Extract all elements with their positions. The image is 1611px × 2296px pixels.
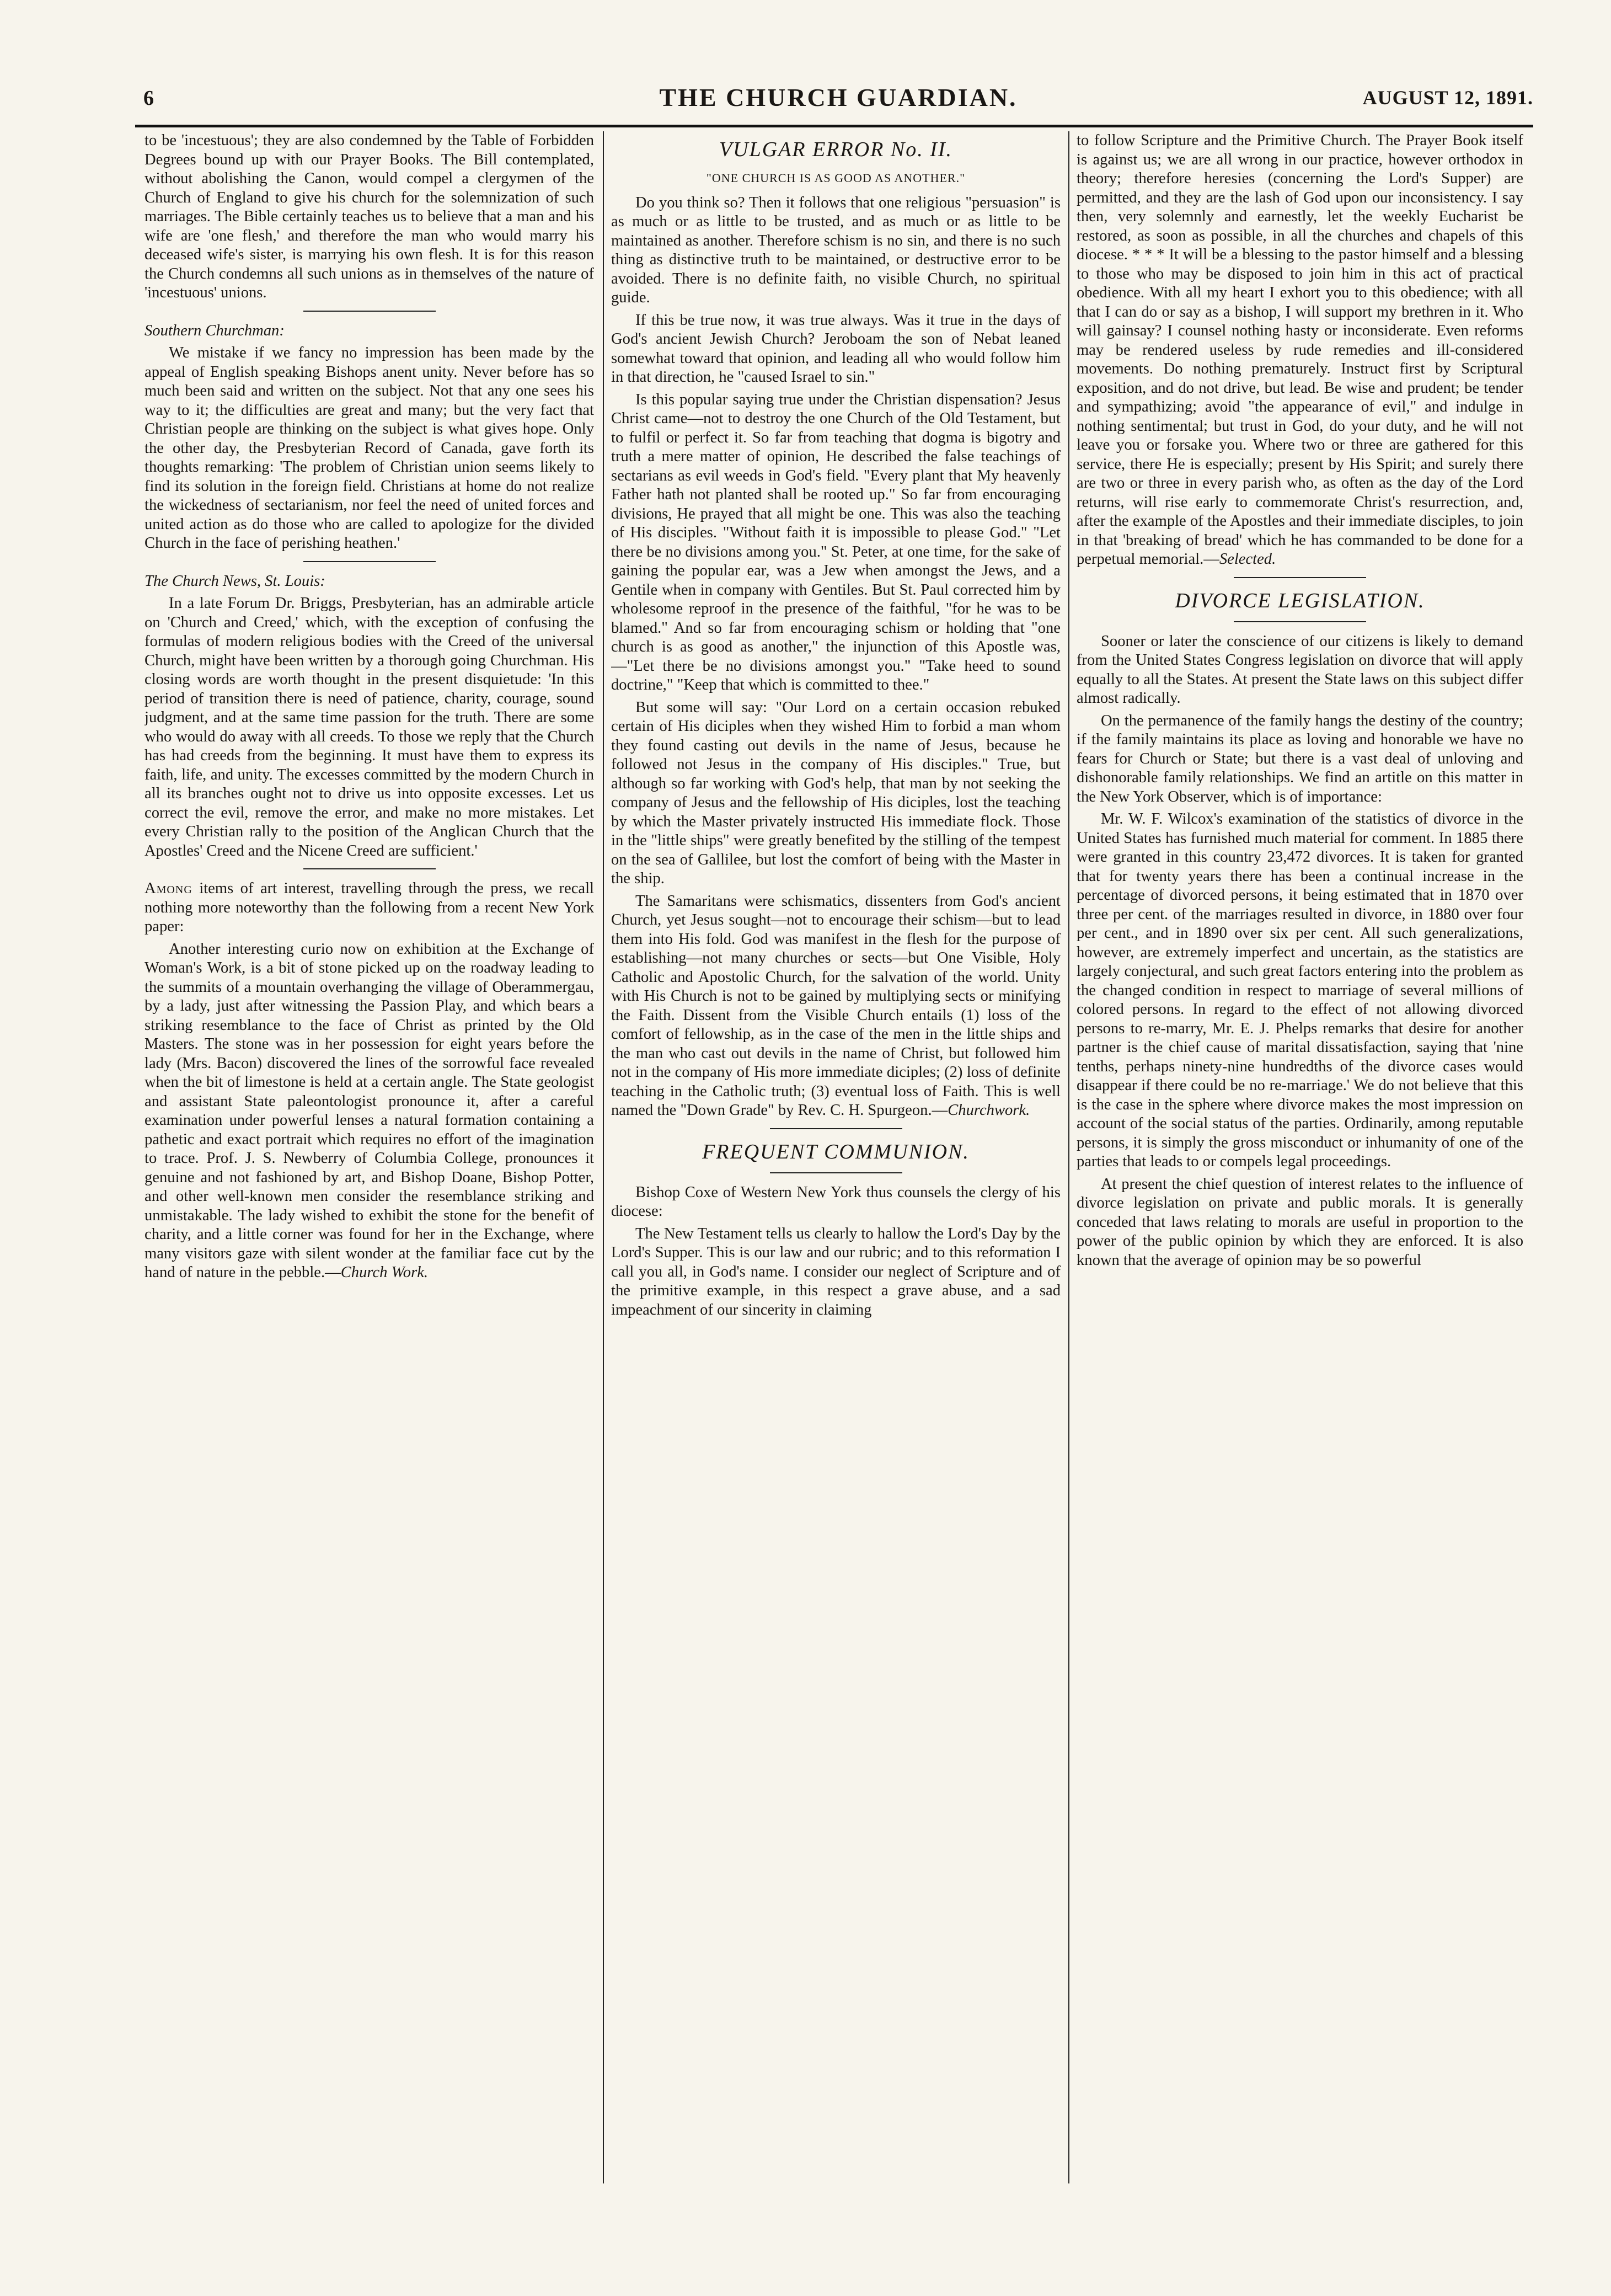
article-lead-paragraph <box>144 879 594 937</box>
article-heading: FREQUENT COMMUNION. <box>702 1140 970 1163</box>
article-signature: Selected. <box>1219 551 1276 568</box>
article-paragraph: We mistake if we fancy no impression has been made by the appeal of English speaking Bishops anent unity. Never before has so much been said and written on the subject. Not that any one sees his way to it; the difficulties are great and many; but the very fact that Christian people are thinking on the subject is what gives hope. Only the other day, the Presbyterian Record of Canada, gave forth its thoughts remarking: 'The problem of Christian union seems likely to find its solution in the foreign field. Christians at home do not realize the wickedness of sectarianism, nor feel the need of united forces and united action as do those who are called to apologize for the divided Church in the face of perishing heathen.' <box>144 344 594 552</box>
source-attribution: The Church News, St. Louis: <box>144 572 325 590</box>
article-heading: DIVORCE LEGISLATION. <box>1175 589 1425 612</box>
section-rule <box>770 1128 902 1129</box>
column-divider <box>603 131 604 2183</box>
lead-word: Among <box>144 880 192 897</box>
page-header <box>143 83 1533 121</box>
article-paragraph: But some will say: "Our Lord on a certain occasion rebuked certain of His diciples when they wished Him to forbid a man whom they found casting out devils in the name of Jesus, because he followed not Jesus in the company of His disciples." True, but although so far working with God's help, that man by not seeking the company of Jesus and the fellowship of His diciples, lost the teaching by which the Master privately instructed His immediate flock. Those in the "little ships" were greatly benefited by the stilling of the tempest on the sea of Gallilee, but lost the comfort of being with the Master in the ship. <box>611 698 1061 887</box>
article-paragraph: Bishop Coxe of Western New York thus counsels the clergy of his diocese: <box>611 1183 1061 1220</box>
article-paragraph: The New Testament tells us clearly to hallow the Lord's Day by the Lord's Supper. This is our law and our rubric; and to this reformation I call you all, in God's name. I consider our neglect of Scripture and of the primitive example, in this respect a grave abuse, and a sad impeachment of our sincerity in claiming <box>611 1225 1061 1318</box>
article-paragraph: to be 'incestuous'; they are also condemned by the Table of Forbidden Degrees bound up with our Prayer Books. The Bill contemplated, without abolishing the Canon, would compel a clergymen of the Church of England to give his church for the solemnization of such marriages. The Bible certainly teaches us to believe that a man and his wife are 'one flesh,' and therefore the man who would marry his deceased wife's sister, is marrying his own flesh. It is for this reason the Church condemns all such unions as in themselves of the nature of 'incestuous' unions. <box>144 132 594 301</box>
page-number: 6 <box>143 87 154 110</box>
article-paragraph: At present the chief question of interest relates to the influence of divorce legislation on private and public morals. It is generally conceded that laws relating to morals are useful in proportion to the power of the public opinion by which they are enforced. It is also known that the average of opinion may be so powerful <box>1077 1175 1523 1269</box>
right-column <box>1077 131 1523 2183</box>
section-rule <box>303 561 436 562</box>
masthead: THE CHURCH GUARDIAN. <box>659 83 1018 111</box>
section-rule <box>770 1172 902 1173</box>
section-rule <box>303 868 436 869</box>
article-paragraph: Sooner or later the conscience of our citizens is likely to demand from the United States Congress legislation on divorce that will apply equally to all the States. At present the State laws on this subject differ almost radically. <box>1077 632 1523 707</box>
article-paragraph: Mr. W. F. Wilcox's examination of the statistics of divorce in the United States has furnished much material for comment. In 1885 there were granted in this country 23,472 divorces. It is taken for granted that for twenty years there has been a continual increase in the percentage of divorced persons, it being estimated that in 1870 over three per cent. of the marriages resulted in divorce, in 1880 over four per cent., and in 1890 over six per cent. All such generalizations, however, are extremely imperfect and uncertain, as the statistics are largely conjectural, and such great factors entering into the problem as the changed condition in respect to marriage of several millions of colored persons. In regard to the effect of not allowing divorced persons to re-marry, Mr. E. J. Phelps remarks that desire for another partner is the chief cause of marital dissatisfaction, saying that 'nine tenths, perhaps ninety-nine hundredths of the divorce cases would disappear if there could be no re-marriage.' We do not believe that this is the case in the sphere where divorce makes the most impression on account of the social status of the parties. Ordinarily, among reputable persons, it is simply the gross misconduct or inhumanity of one of the parties that leads to or compels legal proceedings. <box>1077 810 1523 1170</box>
paragraph-text: The Samaritans were schismatics, dissenters from God's ancient Church, yet Jesus sought—not to encourage their schism—but to lead them into His fold. God was manifest in the flesh for the purpose of establishing—not many churches or sects—but One Visible, Holy Catholic and Apostolic Church, for the salvation of the world. Unity with His Church is not to be gained by multiplying sects or minifying the Faith. Dissent from the Visible Church entails (1) loss of the comfort of fellowship, as in the case of the men in the little ships and the man who cast out devils in the name of Christ, but followed him not in the company of His more immediate diciples; (2) loss of definite teaching in the Catholic truth; (3) eventual loss of Faith. This is well named the "Down Grade" by Rev. C. H. Spurgeon.— <box>611 892 1061 1119</box>
issue-date: AUGUST 12, 1891. <box>1362 87 1533 109</box>
article-signature: Church Work. <box>340 1264 429 1281</box>
article-subheading: "ONE CHURCH IS AS GOOD AS ANOTHER." <box>706 171 966 185</box>
section-rule <box>1234 577 1366 578</box>
article-signature: Churchwork. <box>948 1102 1030 1119</box>
paragraph-text: to follow Scripture and the Primitive Church. The Prayer Book itself is against us; we are all wrong in our practice, however orthodox in theory; therefore heresies (concerning the Lord's Supper) are permitted, and they are the lash of God upon our inconsistency. I say then, very solemnly and earnestly, let the weekly Eucharist be restored, as soon as possible, in all the churches and chapels of this diocese. * * * It will be a blessing to the pastor himself and a blessing to those who may be disposed to join him in this act of practical obedience. With all my heart I exhort you to this obedience; with all that I can do or say as a bishop, I will support my brethren in it. Who will gainsay? I counsel nothing hasty or inconsiderate. Even reforms may be rendered useless by rude remedies and ill-considered movements. Do nothing prematurely. Instruct first by Scriptural exposition, and do not drive, but lead. Be wise and prudent; be tender and sympathizing; avoid "the appearance of evil," and indulge in nothing sentimental; but trust in God, do your duty, and he will not leave you or forsake you. Where two or three are gathered for this service, there He is especially; present by His Spirit; and surely there are two or three in every parish who, as often as the day of the Lord returns, will rise early to commemorate Christ's resurrection, and, after the example of the Apostles and their immediate disciples, to join in that 'breaking of bread' which he has commanded to be done for a perpetual memorial.— <box>1077 132 1523 568</box>
column-divider <box>1068 131 1069 2183</box>
article-heading: VULGAR ERROR No. II. <box>719 138 953 161</box>
middle-column <box>611 131 1061 2183</box>
article-paragraph: In a late Forum Dr. Briggs, Presbyterian, has an admirable article on 'Church and Creed,' which, with the exception of confusing the formulas of modern religious bodies with the Creed of the universal Church, might have been written by a thorough going Churchman. His closing words are worth thought in the present disquietude: 'In this period of transition there is need of patience, charity, courage, sound judgment, and at the same time passion for the truth. There are some who would do away with all creeds. To those we reply that the Church has had creeds from the beginning. It must have them to express its faith, life, and unity. The excesses committed by the modern Church in all its branches ought not to drive us into opposite excesses. Let us correct the evil, remove the error, and make no more mistakes. Let every Christian rally to the position of the Anglican Church that the Apostles' Creed and the Nicene Creed are sufficient.' <box>144 595 594 859</box>
section-rule <box>303 311 436 312</box>
paragraph-text: Another interesting curio now on exhibition at the Exchange of Woman's Work, is a bit of stone picked up on the roadway leading to the summits of a mountain overhanging the village of Oberammergau, by a lady, just after witnessing the Passion Play, and which bears a striking resemblance to the face of Christ as printed by the Old Masters. The stone was in her possession for eight years before the lady (Mrs. Bacon) discovered the lines of the sorrowful face revealed when the bit of limestone is held at a certain angle. The State geologist and assistant State paleontologist pronounce it, after a careful examination under powerful lenses a natural formation containing a pathetic and exact portrait which requires no effort of the imagination to trace. Prof. J. S. Newberry of Columbia College, pronounces it genuine and not fashioned by art, and Bishop Doane, Bishop Potter, and other well-known men consider the resemblance striking and unmistakable. The lady wished to exhibit the stone for the benefit of charity, and a little corner was found for her in the Exchange, where many visitors gaze with silent wonder at the familiar face cut by the hand of nature in the pebble.— <box>144 940 594 1281</box>
article-paragraph <box>1077 131 1523 569</box>
lead-text: items of art interest, travelling through the press, we recall nothing more noteworthy than the following from a recent New York paper: <box>144 880 594 935</box>
left-column <box>144 131 594 2183</box>
article-paragraph: Do you think so? Then it follows that one religious "persuasion" is as much or as little to be trusted, and as much or as little to be maintained as another. Therefore schism is no sin, and there is no such thing as distinctive truth to be maintained, or destructive error to be avoided. There is no definite faith, no visible Church, no spiritual guide. <box>611 194 1061 306</box>
article-paragraph <box>144 940 594 1283</box>
article-paragraph: Is this popular saying true under the Christian dispensation? Jesus Christ came—not to destroy the one Church of the Old Testament, but to fulfil or perfect it. So far from teaching that dogma is bigotry and truth a mere matter of opinion, He described the false teachings of sectarians as evil weeds in God's field. "Every plant that My heavenly Father hath not planted shall be rooted up." So far from encouraging divisions, He prayed that all might be one. This was also the teaching of His disciples. "Without faith it is impossible to please God." "Let there be no divisions among you." St. Peter, at one time, for the sake of gaining the popular ear, was a Jew when amongst the Jews, and a Gentile when in company with Gentiles. But St. Paul corrected him by wholesome reproof in the presence of the faithful, "for he was to be blamed." And so far from encouraging schism or holding that "one church is as good as another," the injunction of this Apostle was,—"Let there be no divisions amongst you." "Take heed to sound doctrine," "Keep that which is committed to thee." <box>611 391 1061 693</box>
section-rule <box>1234 621 1366 622</box>
header-rule <box>135 125 1533 127</box>
article-paragraph <box>611 892 1061 1120</box>
article-paragraph: On the permanence of the family hangs the destiny of the country; if the family maintains its place as loving and honorable we have no fears for Church or State; but there is a vast deal of unloving and dishonorable family relationships. We find an artitle on this matter in the New York Observer, which is of importance: <box>1077 712 1523 805</box>
source-attribution: Southern Churchman: <box>144 322 285 339</box>
article-paragraph: If this be true now, it was true always. Was it true in the days of God's ancient Jewish Church? Jeroboam the son of Nebat leaned somewhat toward that opinion, and leading all who would follow him in that direction, he "caused Israel to sin." <box>611 311 1061 386</box>
